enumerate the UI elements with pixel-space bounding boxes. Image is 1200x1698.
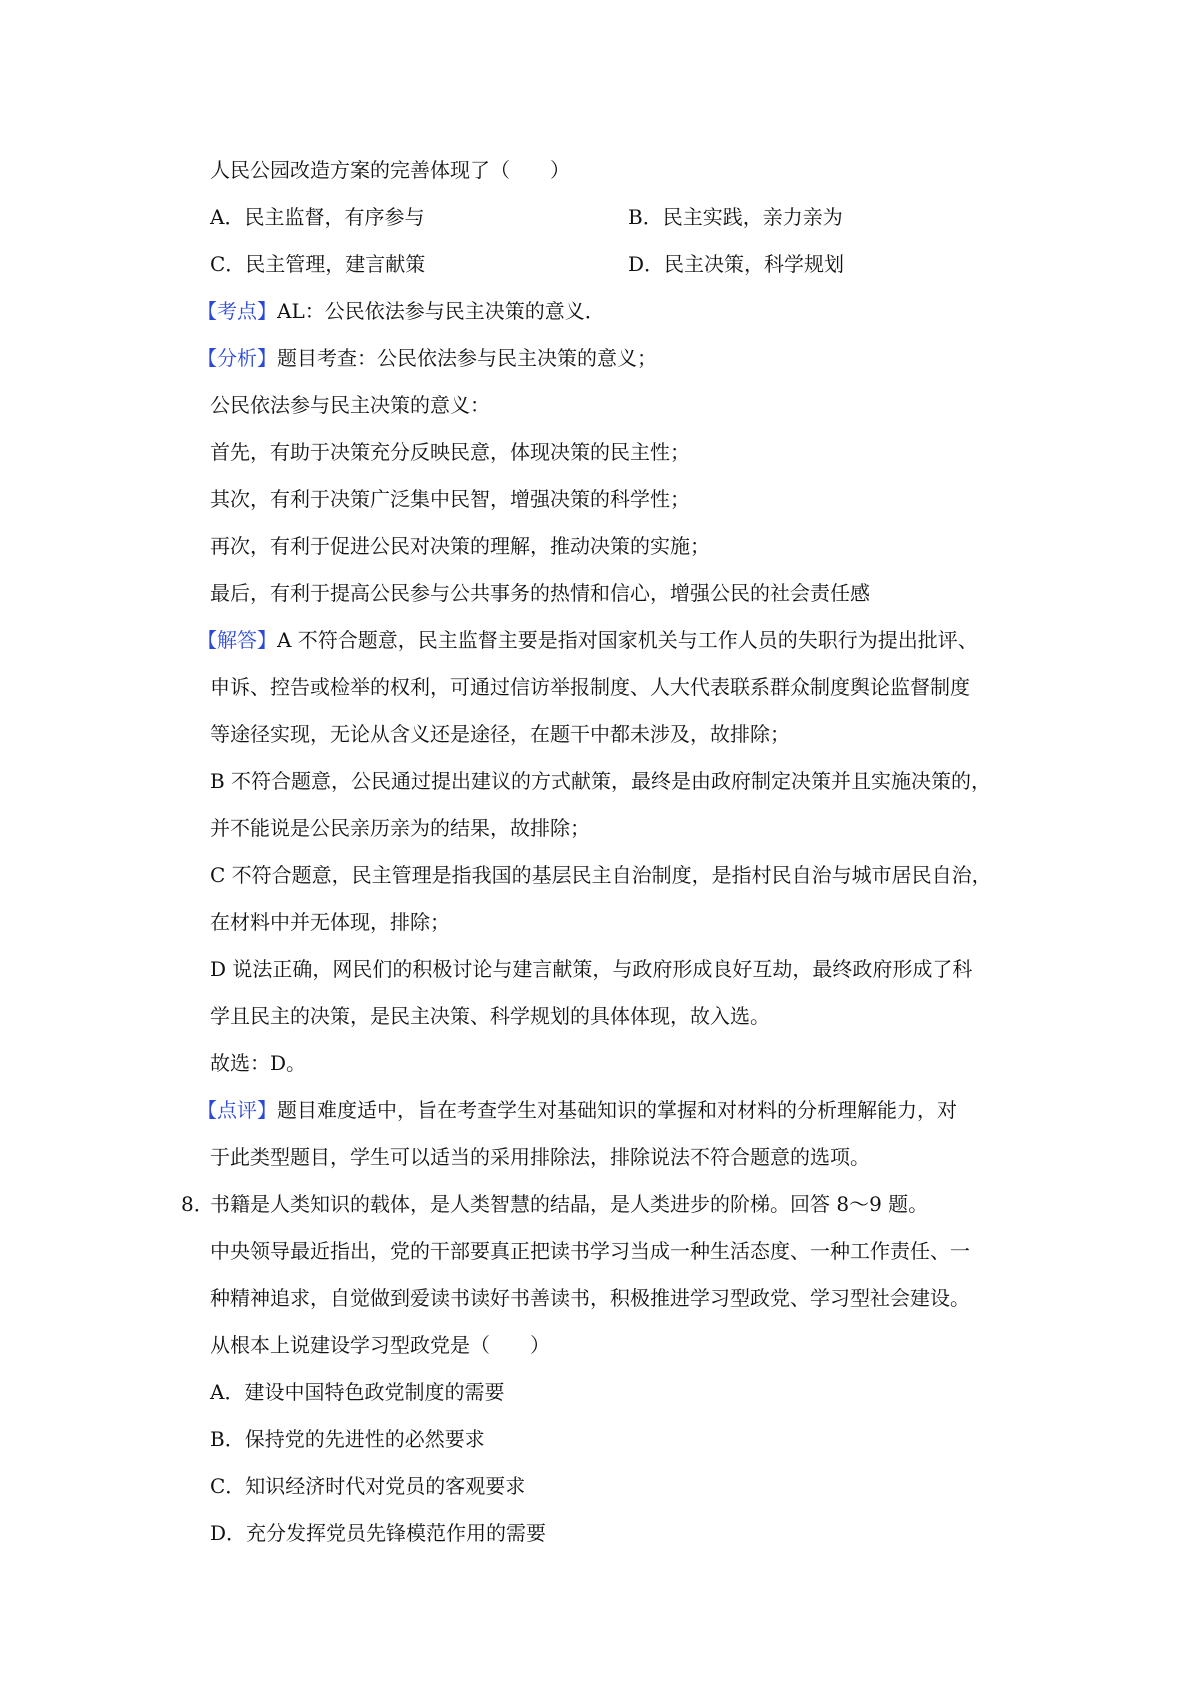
q7-option-c: C．民主管理，建言献策 xyxy=(210,252,426,276)
q7-stem: 人民公园改造方案的完善体现了（ ） xyxy=(210,158,570,182)
fenxi-line-2: 首先，有助于决策充分反映民意，体现决策的民主性； xyxy=(210,440,690,464)
q8-material-2: 种精神追求，自觉做到爱读书读好书善读书，积极推进学习型政党、学习型社会建设。 xyxy=(210,1286,970,1310)
q8-stem: 从根本上说建设学习型政党是（ ） xyxy=(210,1333,550,1357)
q7-option-a: A．民主监督，有序参与 xyxy=(210,205,425,229)
jieda-line-8: 学且民主的决策，是民主决策、科学规划的具体体现，故入选。 xyxy=(210,1004,770,1028)
jieda-line-4: 并不能说是公民亲历亲为的结果，故排除； xyxy=(210,816,590,840)
jieda-tag: 【解答】 xyxy=(197,628,277,652)
q8-intro: 书籍是人类知识的载体，是人类智慧的结晶，是人类进步的阶梯。回答 8～9 题。 xyxy=(210,1192,929,1216)
jieda-answer: 故选：D。 xyxy=(210,1051,307,1075)
q7-option-d: D．民主决策，科学规划 xyxy=(628,252,845,276)
q8-option-d: D．充分发挥党员先锋模范作用的需要 xyxy=(210,1521,547,1545)
fenxi-line-5: 最后，有利于提高公民参与公共事务的热情和信心，增强公民的社会责任感 xyxy=(210,581,870,605)
jieda-line-2: 等途径实现，无论从含义还是途径，在题干中都未涉及，故排除； xyxy=(210,722,790,746)
dianping-text: 题目难度适中，旨在考查学生对基础知识的掌握和对材料的分析理解能力，对 xyxy=(277,1098,957,1122)
fenxi-line-4: 再次，有利于促进公民对决策的理解，推动决策的实施； xyxy=(210,534,710,558)
fenxi-line-3: 其次，有利于决策广泛集中民智，增强决策的科学性； xyxy=(210,487,690,511)
jieda-line-7: D 说法正确，网民们的积极讨论与建言献策，与政府形成良好互劫，最终政府形成了科 xyxy=(210,957,973,981)
dianping-line-2: 于此类型题目，学生可以适当的采用排除法，排除说法不符合题意的选项。 xyxy=(210,1145,870,1169)
jieda-line xyxy=(197,625,978,655)
kaodian-text: AL：公民依法参与民主决策的意义． xyxy=(277,299,605,323)
jieda-line-5: C 不符合题意，民主管理是指我国的基层民主自治制度，是指村民自治与城市居民自治， xyxy=(210,863,992,887)
jieda-line-1: 申诉、控告或检举的权利，可通过信访举报制度、人大代表联系群众制度舆论监督制度 xyxy=(210,675,970,699)
fenxi-text: 题目考查：公民依法参与民主决策的意义； xyxy=(277,346,657,370)
q8-number: 8． xyxy=(181,1192,214,1216)
dianping-tag: 【点评】 xyxy=(197,1098,277,1122)
jieda-first: A 不符合题意，民主监督主要是指对国家机关与工作人员的失职行为提出批评、 xyxy=(277,628,978,652)
dianping-line xyxy=(197,1095,957,1125)
fenxi-line xyxy=(197,343,657,373)
kaodian-line xyxy=(197,296,605,326)
q7-option-b: B．民主实践，亲力亲为 xyxy=(628,205,843,229)
q8-option-a: A．建设中国特色政党制度的需要 xyxy=(210,1380,505,1404)
q8-option-b: B．保持党的先进性的必然要求 xyxy=(210,1427,485,1451)
fenxi-line-1: 公民依法参与民主决策的意义： xyxy=(210,393,490,417)
q8-material-1: 中央领导最近指出，党的干部要真正把读书学习当成一种生活态度、一种工作责任、一 xyxy=(210,1239,970,1263)
jieda-line-6: 在材料中并无体现，排除； xyxy=(210,910,450,934)
q8-option-c: C．知识经济时代对党员的客观要求 xyxy=(210,1474,526,1498)
jieda-line-3: B 不符合题意，公民通过提出建议的方式献策，最终是由政府制定决策并且实施决策的， xyxy=(210,769,992,793)
fenxi-tag: 【分析】 xyxy=(197,346,277,370)
kaodian-tag: 【考点】 xyxy=(197,299,277,323)
